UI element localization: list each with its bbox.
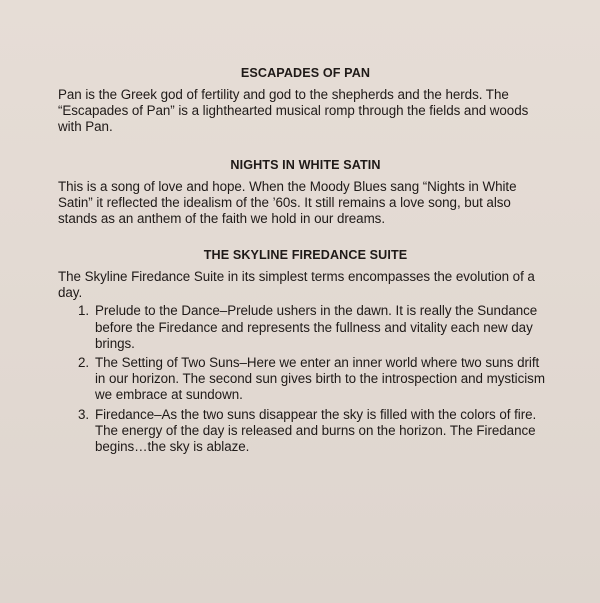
item-text: Prelude to the Dance–Prelude ushers in the dawn. It is really the Sundance before the Firedance and represents the fullness and vitality each new day brings.	[95, 303, 538, 351]
list-item	[58, 407, 553, 456]
section-title: THE SKYLINE FIREDANCE SUITE	[203, 248, 408, 262]
item-number: 3.	[78, 406, 90, 422]
section-body: Pan is the Greek god of fertility and god to the shepherds and the herds. The “Escapades of Pan” is a lighthearted musical romp through the fields and woods with Pan.	[58, 87, 529, 135]
section-skyline-firedance-suite	[58, 248, 553, 458]
section-body: This is a song of love and hope. When the Moody Blues sang “Nights in White Satin” it reflected the idealism of the ’60s. It still remains a love song, but also stands as an anthem of the faith we hold in our dreams.	[58, 179, 517, 227]
section-body: The Skyline Firedance Suite in its simplest terms encompasses the evolution of a day.	[58, 269, 535, 301]
section-title: ESCAPADES OF PAN	[240, 66, 371, 80]
suite-movements-list	[58, 303, 553, 455]
item-text: The Setting of Two Suns–Here we enter an inner world where two suns drift in our horizon. The second sun gives birth to the introspection and mysticism we embrace at sundown.	[95, 355, 545, 403]
list-item	[58, 303, 553, 352]
item-number: 2.	[78, 355, 90, 371]
list-item	[58, 355, 553, 404]
section-title: NIGHTS IN WHITE SATIN	[230, 158, 381, 172]
section-nights-in-white-satin	[58, 158, 553, 228]
item-text: Firedance–As the two suns disappear the sky is filled with the colors of fire. The energy of the day is released and burns on the horizon. The Firedance begins…the sky is ablaze.	[95, 406, 537, 455]
item-number: 1.	[78, 303, 90, 319]
section-escapades-of-pan	[58, 66, 553, 136]
